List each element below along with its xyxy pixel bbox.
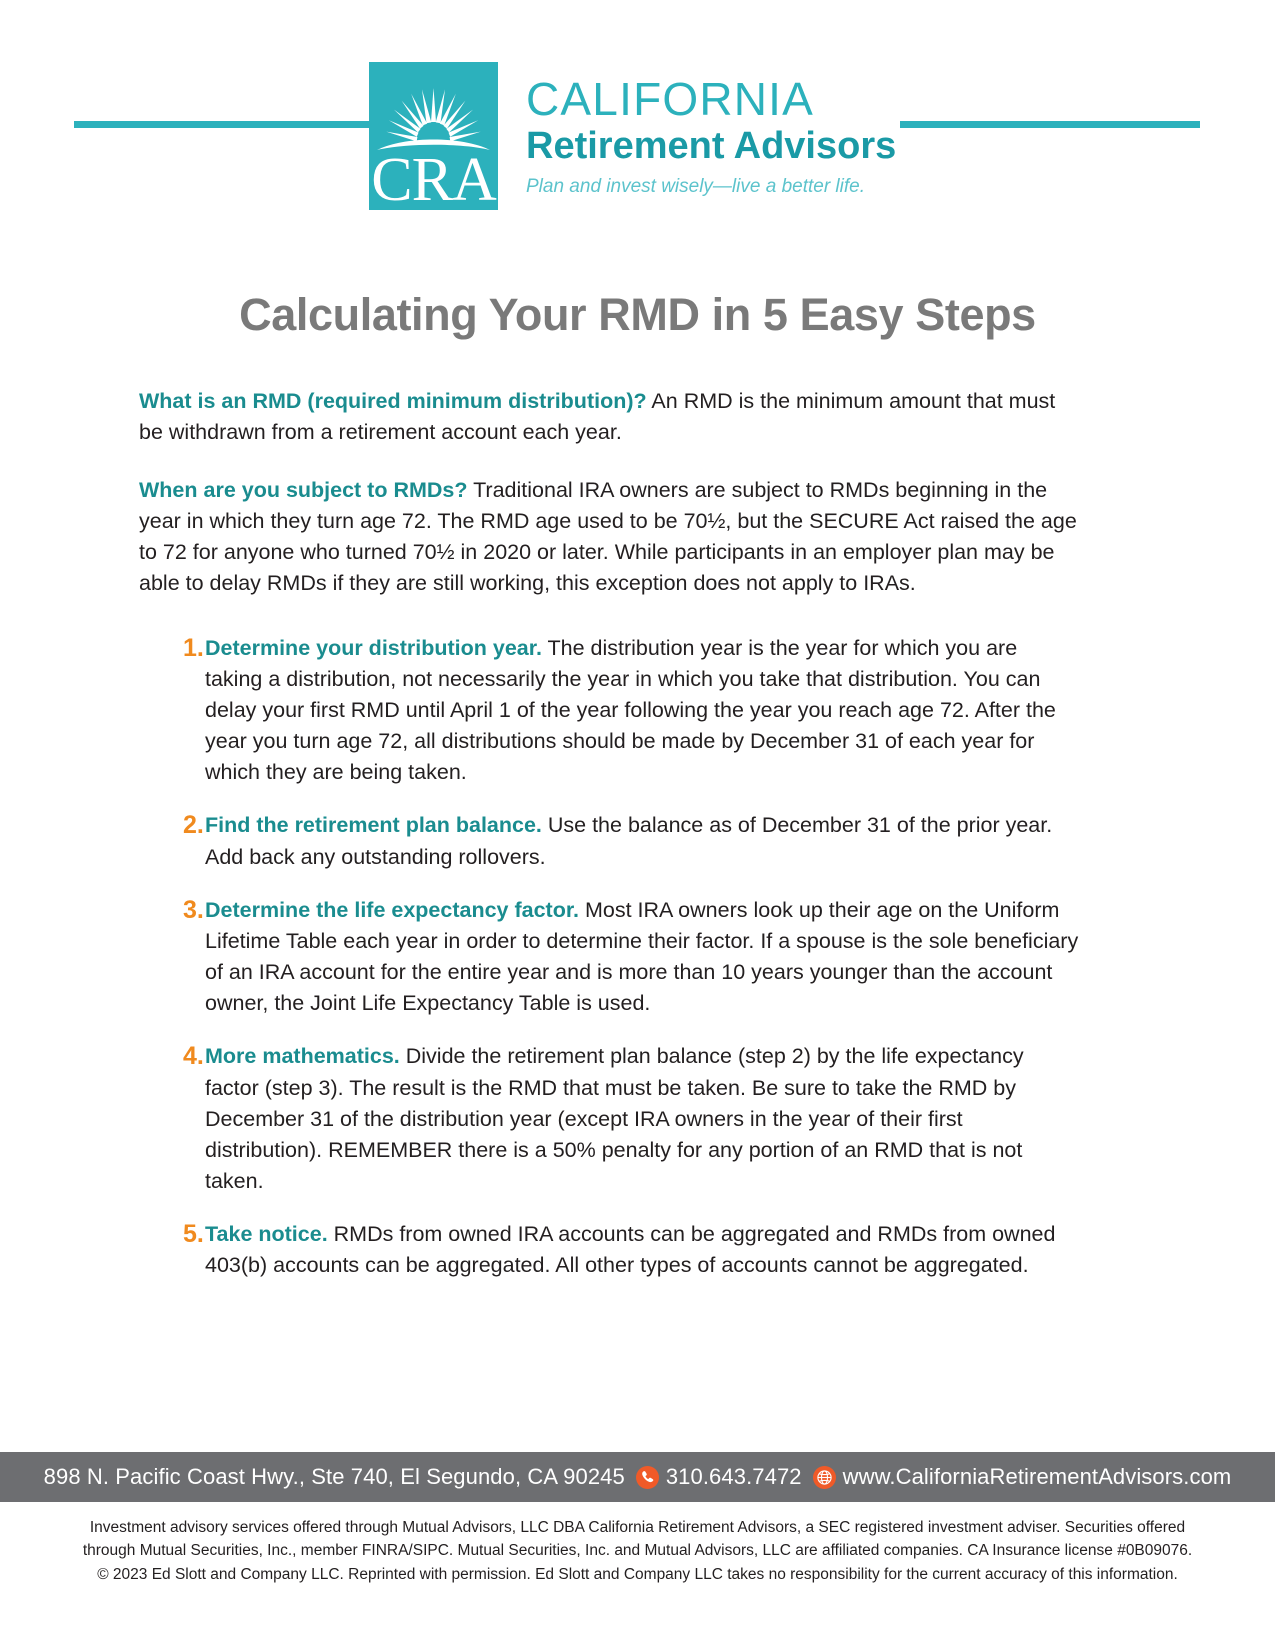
header-rule-right — [900, 121, 1200, 128]
step-text: Use the balance as of December 31 of the prior year. Add back any outstanding rollovers. — [205, 813, 1053, 869]
brand-line-retirement-advisors: Retirement Advisors — [526, 125, 897, 167]
step-body — [205, 895, 1079, 1020]
intro-lead: When are you subject to RMDs? — [139, 477, 468, 502]
step-text: Most IRA owners look up their age on the Uniform Lifetime Table each year in order to determine their factor. If a spouse is the sole beneficiary of an IRA account for the entire year and is more than 10 years younger than the account owner, the Joint Life Expectancy Table is used. — [205, 897, 1079, 1016]
step-text: Divide the retirement plan balance (step 2) by the life expectancy factor (step 3). The result is the RMD that must be taken. Be sure to take the RMD by December 31 of the distribution year (except IRA owners in the year of their first distribution). REMEMBER there is a 50% penalty for any portion of an RMD that is not taken. — [205, 1044, 1024, 1194]
step-lead: Determine your distribution year. — [205, 635, 542, 660]
intro-text: An RMD is the minimum amount that must be withdrawn from a retirement account each year. — [139, 388, 1056, 444]
svg-text:CRA: CRA — [371, 146, 496, 210]
step-lead: More mathematics. — [205, 1044, 400, 1069]
brand-tagline: Plan and invest wisely—live a better life. — [526, 175, 865, 197]
step-body — [205, 810, 1079, 872]
list-item — [139, 895, 1079, 1020]
disclaimer-line: Investment advisory services offered through Mutual Advisors, LLC DBA California Retirement Advisors, a SEC registered investment adviser. Securities offered — [89, 1519, 1186, 1536]
page-title: Calculating Your RMD in 5 Easy Steps — [239, 289, 1036, 340]
step-number: 5. — [183, 1220, 204, 1249]
page-header — [0, 0, 1275, 230]
step-number: 1. — [183, 633, 204, 662]
brand-logo — [369, 62, 896, 210]
step-number: 2. — [183, 811, 204, 840]
disclaimer-line: © 2023 Ed Slott and Company LLC. Reprinted with permission. Ed Slott and Company LLC takes no responsibility for the current accuracy of this information. — [97, 1565, 1178, 1583]
step-body — [205, 633, 1079, 789]
phone-icon — [636, 1466, 659, 1489]
step-lead: Determine the life expectancy factor. — [205, 897, 580, 922]
step-text: The distribution year is the year for which you are taking a distribution, not necessarily the year in which you take that distribution. You can delay your first RMD until April 1 of the year following the year you reach age 72. After the year you turn age 72, all distributions should be made by December 31 of each year for which they are being taken. — [205, 635, 1056, 785]
header-rule-left — [74, 121, 370, 128]
brand-wordmark — [526, 62, 896, 198]
footer-phone[interactable]: 310.643.7472 — [665, 1464, 802, 1489]
globe-icon — [813, 1466, 836, 1489]
disclaimer-line: through Mutual Securities, Inc., member FINRA/SIPC. Mutual Securities, Inc. and Mutual Advisors, LLC are affiliated companies. CA Insurance license #0B09076. — [82, 1542, 1193, 1560]
brand-line-california: CALIFORNIA — [526, 73, 815, 125]
step-body — [205, 1219, 1079, 1281]
step-number: 3. — [183, 895, 204, 924]
step-lead: Find the retirement plan balance. — [205, 813, 542, 838]
step-body — [205, 1041, 1079, 1197]
list-item — [139, 1041, 1079, 1197]
step-lead: Take notice. — [205, 1222, 328, 1247]
step-text: RMDs from owned IRA accounts can be aggregated and RMDs from owned 403(b) accounts can be aggregated. All other types of accounts cannot be aggregated. — [205, 1222, 1056, 1278]
intro-text: Traditional IRA owners are subject to RMDs beginning in the year in which they turn age 72. The RMD age used to be 70½, but the SECURE Act raised the age to 72 for anyone who turned 70½ in 2020 or later. While participants in an employer plan may be able to delay RMDs if they are still working, this exception does not apply to IRAs. — [139, 477, 1077, 596]
step-number: 4. — [183, 1042, 204, 1071]
footer-contact-line — [44, 1464, 1232, 1490]
intro-lead: What is an RMD (required minimum distribution)? — [139, 388, 647, 413]
intro-paragraph — [139, 475, 1079, 600]
footer-website[interactable]: www.CaliforniaRetirementAdvisors.com — [842, 1464, 1232, 1489]
list-item — [139, 633, 1079, 789]
footer-address: 898 N. Pacific Coast Hwy., Ste 740, El Segundo, CA 90245 — [43, 1464, 625, 1489]
list-item — [139, 810, 1079, 872]
footer-contact-bar — [0, 1452, 1275, 1502]
steps-list — [139, 633, 1079, 1282]
intro-paragraph — [139, 386, 1079, 448]
legal-disclaimer — [0, 1516, 1275, 1586]
document-body — [139, 364, 1079, 1304]
list-item — [139, 1219, 1079, 1281]
cra-sunburst-logo-icon — [369, 62, 498, 210]
